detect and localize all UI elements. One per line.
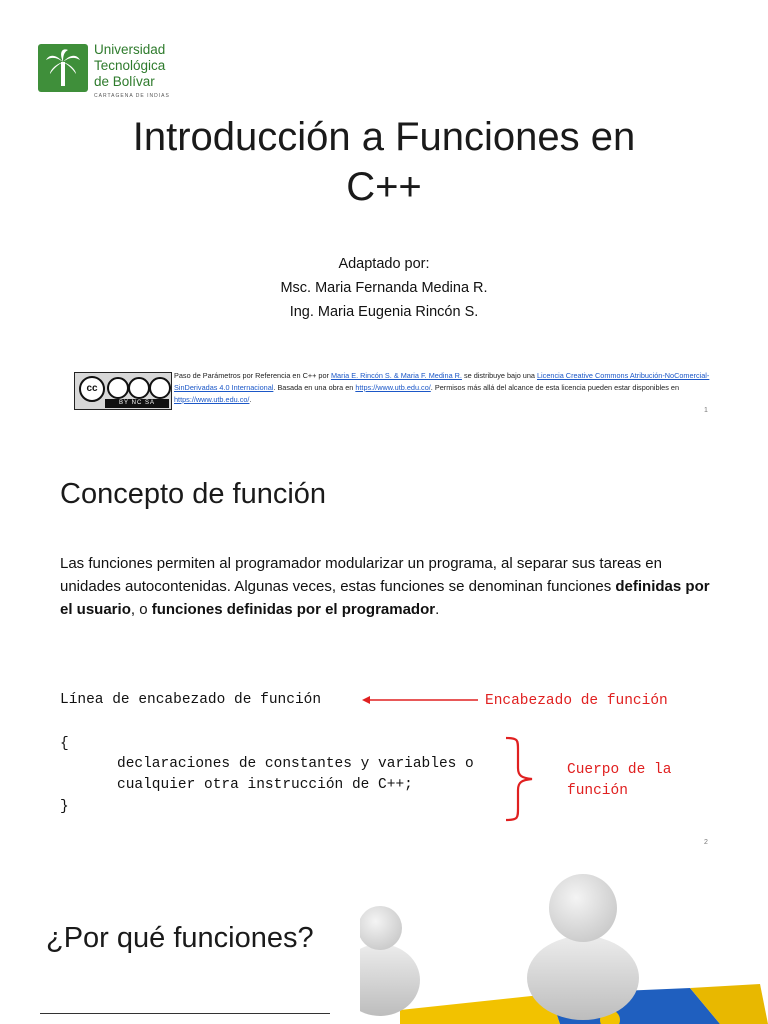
utb-link-1[interactable]: https://www.utb.edu.co/ — [355, 383, 431, 392]
license-text-2: se distribuye bajo una — [461, 371, 537, 380]
palm-tree-logo-icon — [38, 44, 88, 92]
para-text-1: Las funciones permiten al programador modularizar un programa, al separar sus tareas en unidades autocontenidas. Algunas veces, estas funciones se denominan funciones — [60, 555, 662, 595]
slide-title — [84, 112, 684, 212]
people-puzzle-illustration-icon — [360, 870, 768, 1024]
logo-subtitle: CARTAGENA DE INDIAS — [94, 93, 170, 99]
title-line-1: Introducción a Funciones en — [132, 115, 636, 159]
slide-title: Concepto de función — [60, 478, 327, 510]
license-text-3: . Basada en una obra en — [273, 383, 356, 392]
utb-link-2[interactable]: https://www.utb.edu.co/ — [174, 395, 250, 404]
page-number: 2 — [704, 839, 708, 846]
left-arrow-icon — [360, 690, 480, 710]
body-annotation-line-1: Cuerpo de la — [567, 762, 672, 778]
license-text-5: . — [249, 395, 252, 404]
university-logo — [38, 42, 188, 102]
by-icon — [107, 377, 129, 399]
license-block — [74, 370, 714, 410]
sa-icon — [149, 377, 171, 399]
university-name — [94, 42, 165, 90]
code-header-line: Línea de encabezado de función — [60, 692, 322, 708]
cc-icon: cc — [79, 376, 105, 402]
nc-icon — [128, 377, 150, 399]
author-1: Msc. Maria Fernanda Medina R. — [280, 280, 488, 296]
paragraph — [60, 552, 720, 621]
code-open-brace: { — [60, 736, 69, 752]
body-annotation-line-2: función — [567, 783, 628, 799]
para-bold-1: definidas por el usuario — [60, 578, 710, 618]
slide-title: ¿Por qué funciones? — [46, 922, 314, 954]
slide-2 — [0, 440, 768, 860]
authors-link[interactable]: Maria E. Rincón S. & Maria F. Medina R. — [330, 371, 462, 380]
author-block — [184, 252, 584, 324]
license-text-4: . Permisos más allá del alcance de esta licencia pueden estar disponibles en — [430, 383, 680, 392]
header-annotation: Encabezado de función — [485, 693, 668, 709]
code-body-line-1: declaraciones de constantes y variables o — [117, 756, 474, 772]
logo-line-3: de Bolívar — [94, 74, 155, 89]
logo-line-1: Universidad — [94, 42, 166, 57]
right-brace-icon — [500, 736, 550, 822]
license-text — [174, 370, 714, 406]
page-number: 1 — [704, 407, 708, 414]
title-line-2: C++ — [346, 165, 422, 209]
body-annotation — [567, 760, 671, 802]
license-text-1: Paso de Parámetros por Referencia en C++ por — [174, 371, 331, 380]
logo-line-2: Tecnológica — [94, 58, 166, 73]
creative-commons-badge-icon — [74, 372, 172, 410]
adapted-label: Adaptado por: — [338, 256, 430, 272]
slide-3 — [0, 870, 768, 1024]
license-link[interactable]: Licencia Creative Commons Atribución-NoComercial-SinDerivadas 4.0 Internacional — [174, 371, 710, 392]
code-body-line-2: cualquier otra instrucción de C++; — [117, 777, 413, 793]
para-text-3: . — [435, 601, 440, 618]
cc-badge-label: BY NC SA — [105, 399, 169, 408]
code-close-brace: } — [60, 799, 69, 815]
title-underline — [40, 1013, 330, 1014]
para-bold-2: funciones definidas por el programador — [151, 601, 436, 618]
slide-1 — [0, 0, 768, 430]
author-2: Ing. Maria Eugenia Rincón S. — [289, 304, 479, 320]
para-text-2: , o — [130, 601, 152, 618]
